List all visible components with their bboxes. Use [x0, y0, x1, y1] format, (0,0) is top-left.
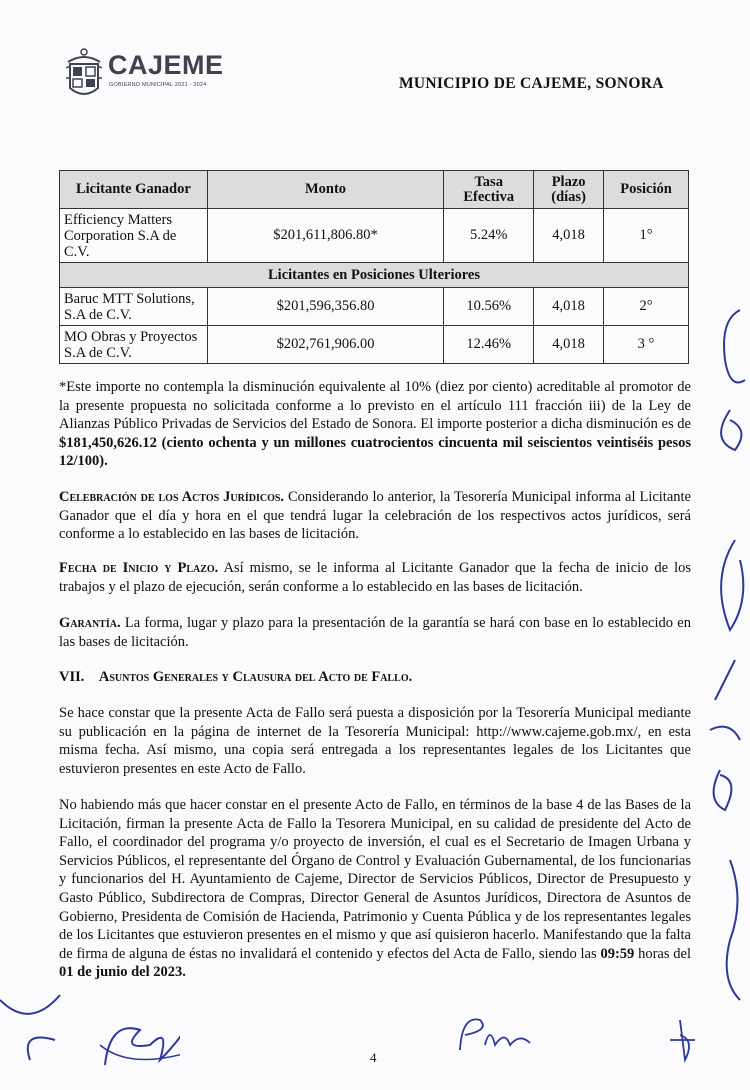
- celebracion-heading: Celebración de los Actos Jurídicos.: [59, 489, 285, 505]
- closing-text: No habiendo más que hacer constar en el presente Acto de Fallo, en términos de la base 4 de las Bases de la Licitación, firman la presente Acta de Fallo la Tesorera Municipal, en su calidad de presidente del Acto de Fallo, el coordinador del programa y/o proyecto de inversión, el cual es el Secretario de Imagen Urbana y Servicios Públicos, el representante del Órgano de Control y Evaluación Gubernamental, de los funcionarias y funcionarios del H. Ayuntamiento de Cajeme, Director de Servicios Públicos, Director de Presupuesto y Gasto Público, Subdirectora de Compras, Director General de Asuntos Jurídicos, Directora de Asuntos de Gobierno, Presidenta de Comisión de Hacienda, Patrimonio y Cuenta Pública y de los representantes legales de los Licitantes que estuvieron presentes en el mismo y que así quisieron hacerlo. Manifestando que la falta de firma de alguna de éstas no invalidará el contenido y efectos del Acta de Fallo, siendo las: [59, 797, 691, 962]
- coat-of-arms-icon: [64, 44, 104, 102]
- table-row: [60, 209, 689, 263]
- table-row: [60, 288, 689, 326]
- bid-rate: 10.56%: [444, 288, 534, 326]
- logo-subtitle: GOBIERNO MUNICIPAL 2021 - 2024: [109, 82, 207, 88]
- footnote: [59, 378, 691, 471]
- bidder-name: Baruc MTT Solutions, S.A de C.V.: [60, 288, 208, 326]
- header-monto: Monto: [207, 171, 444, 209]
- footnote-text: *Este importe no contempla la disminución equivalente al 10% (diez por ciento) acreditable al promotor de la presente propuesta no solicitada conforme a lo previsto en el artículo 111 fracción iii) de la Ley de Alianzas Público Privadas de Servicios del Estado de Sonora. El importe posterior a dicha disminución es de: [59, 379, 691, 433]
- footnote-amount: $181,450,626.12 (ciento ochenta y un millones cuatrocientos cincuenta mil seiscientos veintiséis pesos 12/100).: [59, 434, 691, 470]
- signature-left-icon: [0, 990, 180, 1080]
- header-licitante: Licitante Ganador: [60, 171, 208, 209]
- bidder-name: MO Obras y Proyectos S.A de C.V.: [60, 326, 208, 364]
- closing-time: 09:59: [600, 945, 635, 962]
- header-tasa: Tasa Efectiva: [444, 171, 534, 209]
- table-row: [60, 326, 689, 364]
- publication-paragraph: Se hace constar que la presente Acta de Fallo será puesta a disposición por la Tesorería Municipal mediante su publicación en la página de internet de la Tesorería Municipal: http://www.cajeme.gob.mx/, en esta misma fecha. Así mismo, una copia será entregada a los representantes legales de los Licitantes que estuvieron presentes en este Acto de Fallo.: [59, 705, 691, 777]
- section-number: VII.: [59, 669, 85, 685]
- logo-wordmark: CAJEME: [108, 50, 224, 80]
- bid-rate: 12.46%: [444, 326, 534, 364]
- closing-date: 01 de junio del 2023.: [59, 964, 186, 981]
- bid-term: 4,018: [534, 209, 604, 263]
- bid-amount: $202,761,906.00: [207, 326, 444, 364]
- bid-term: 4,018: [534, 288, 604, 326]
- fecha-paragraph: [59, 559, 691, 596]
- cajeme-logo: [64, 44, 244, 102]
- fecha-heading: Fecha de Inicio y Plazo.: [59, 560, 219, 576]
- bid-position: 2°: [604, 288, 689, 326]
- subheader-ulteriores: Licitantes en Posiciones Ulteriores: [60, 263, 689, 288]
- bids-table: [59, 170, 689, 364]
- garantia-heading: Garantía.: [59, 615, 121, 631]
- bid-amount: $201,611,806.80*: [207, 209, 444, 263]
- signature-center-icon: [450, 1005, 540, 1065]
- header-plazo: Plazo (días): [534, 171, 604, 209]
- page-number: 4: [370, 1050, 377, 1065]
- closing-mid: horas del: [634, 945, 691, 962]
- celebracion-text: Considerando lo anterior, la Tesorería Municipal informa al Licitante Ganador que el día y hora en el que tendrá lugar la celebración de los respectivos actos jurídicos, será conforme a lo establecido en las bases de licitación.: [59, 489, 691, 543]
- header-posicion: Posición: [604, 171, 689, 209]
- closing-paragraph: [59, 796, 691, 982]
- garantia-text: La forma, lugar y plazo para la presentación de la garantía se hará con base en lo establecido en las bases de licitación.: [59, 615, 691, 650]
- bid-position: 3 °: [604, 326, 689, 364]
- margin-signatures-icon: [690, 300, 750, 1040]
- celebracion-paragraph: [59, 488, 691, 544]
- section-vii-heading: [59, 668, 691, 687]
- garantia-paragraph: [59, 614, 691, 651]
- municipality-title: MUNICIPIO DE CAJEME, SONORA: [399, 75, 664, 92]
- bid-position: 1°: [604, 209, 689, 263]
- table-subheader-row: [60, 263, 689, 288]
- bid-rate: 5.24%: [444, 209, 534, 263]
- section-title: Asuntos Generales y Clausura del Acto de Fallo.: [98, 669, 413, 685]
- bidder-name: Efficiency Matters Corporation S.A de C.V.: [60, 209, 208, 263]
- table-header-row: [60, 171, 689, 209]
- bid-term: 4,018: [534, 326, 604, 364]
- bid-amount: $201,596,356.80: [207, 288, 444, 326]
- fecha-text: Así mismo, se le informa al Licitante Ganador que la fecha de inicio de los trabajos y el plazo de ejecución, serán conforme a lo establecido en las bases de licitación.: [59, 560, 691, 595]
